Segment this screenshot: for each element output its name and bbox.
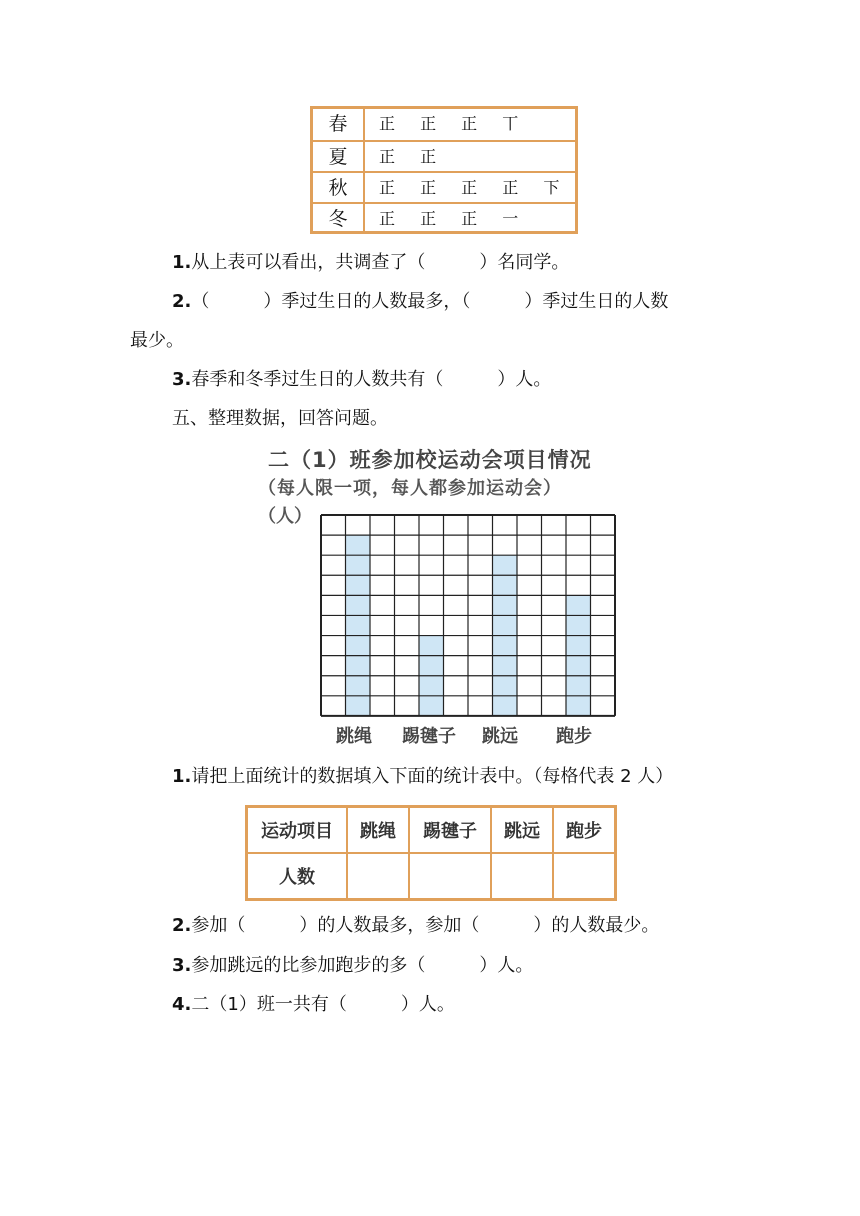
tally-row [313,109,575,141]
stats-blank-cell[interactable] [409,853,491,900]
question-text: 请把上面统计的数据填入下面的统计表中。（每格代表 2 人） [191,766,674,787]
stats-header-cell: 运动项目 [247,807,348,854]
question-2-continuation [130,329,184,353]
question-3 [172,368,551,392]
question-text: 二（1）班一共有（ ）人。 [191,994,455,1015]
question-number: 2. [172,915,192,936]
question-number: 3. [172,955,192,976]
question-text: 春季和冬季过生日的人数共有（ ）人。 [191,369,552,390]
question-text: （ ）季过生日的人数最多，（ ）季过生日的人数 [191,291,669,312]
s5-question-4 [172,993,455,1017]
stats-header-cell: 跳绳 [347,807,409,854]
stats-blank-cell[interactable] [347,853,409,900]
stats-header-cell: 跑步 [553,807,616,854]
question-number: 1. [172,766,192,787]
question-text: 参加跳远的比参加跑步的多（ ）人。 [191,955,534,976]
tally-row [313,171,575,203]
stats-header-row [247,807,616,854]
x-tick-label: 跳远 [482,726,518,747]
season-label: 夏 [313,142,365,172]
bar-chart [318,512,618,722]
question-number: 4. [172,994,192,1015]
chart-subtitle: （每人限一项，每人都参加运动会） [258,478,562,499]
s5-question-2 [172,914,659,938]
question-2 [172,290,668,314]
bar-0 [346,535,371,716]
tally-marks: 正 正 正 正 下 [379,178,560,197]
stats-header-cell: 跳远 [491,807,553,854]
tally-marks: 正 正 正 丅 [379,114,519,133]
s5-question-1 [172,765,673,789]
question-text: 最少。 [130,330,184,351]
question-number: 1. [172,252,192,273]
tally-marks: 正 正 正 一 [379,209,519,228]
question-text: 参加（ ）的人数最多，参加（ ）的人数最少。 [191,915,660,936]
stats-row-label: 人数 [247,853,348,900]
question-number: 2. [172,291,192,312]
stats-data-row [247,853,616,900]
x-tick-label: 踢毽子 [402,726,456,747]
tally-marks: 正 正 [379,147,437,166]
stats-table [245,805,617,901]
stats-blank-cell[interactable] [553,853,616,900]
tally-table [310,106,578,234]
s5-question-3 [172,954,533,978]
season-label: 春 [313,109,365,141]
x-tick-label: 跳绳 [336,726,372,747]
stats-header-cell: 踢毽子 [409,807,491,854]
question-1 [172,251,569,275]
x-tick-label: 跑步 [556,726,592,747]
question-text: 从上表可以看出，共调查了（ ）名同学。 [191,252,570,273]
question-number: 3. [172,369,192,390]
section-5-heading: 五、整理数据，回答问题。 [172,408,388,429]
season-label: 秋 [313,173,365,203]
y-axis-unit: （人） [258,506,312,527]
tally-row [313,140,575,172]
season-label: 冬 [313,204,365,234]
stats-blank-cell[interactable] [491,853,553,900]
tally-row [313,202,575,234]
chart-title: 二（1）班参加校运动会项目情况 [268,448,592,472]
